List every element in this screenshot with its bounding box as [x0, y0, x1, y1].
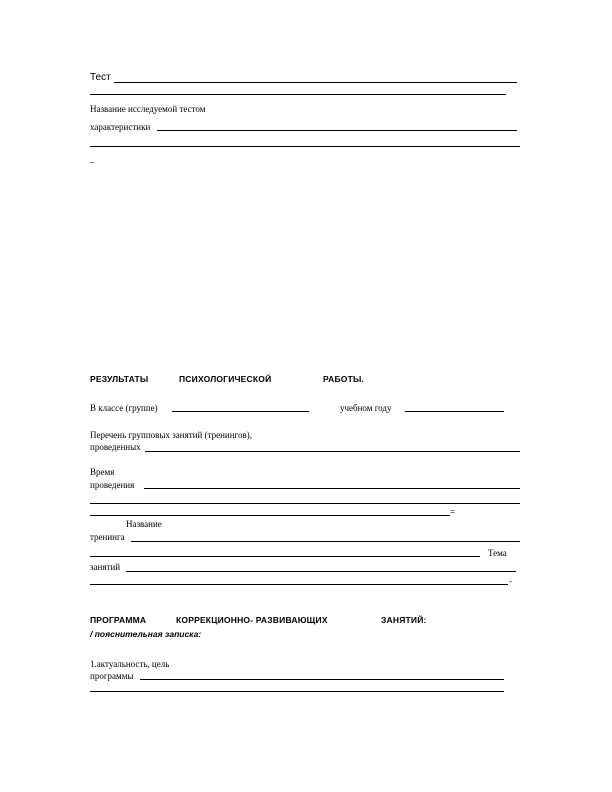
results-heading-part1: РЕЗУЛЬТАТЫ: [90, 374, 149, 384]
program-field-line-2: [90, 691, 504, 692]
characteristic-field-line: [157, 130, 517, 131]
training-field-line-2: [90, 556, 480, 557]
test-field-line-2: [90, 94, 506, 95]
class-field-line: [172, 411, 309, 412]
program-heading-part3: ЗАНЯТИЙ:: [381, 615, 427, 625]
program-heading-part2: КОРРЕКЦИОННО- РАЗВИВАЮЩИХ: [176, 615, 328, 625]
topic-field-line: [126, 571, 516, 572]
training-label-line1: Название: [126, 519, 162, 529]
topic-label-line2: занятий: [90, 562, 121, 572]
end-mark-2: -: [509, 576, 512, 586]
dash-mark: _: [90, 154, 95, 164]
program-subheading: / пояснительная записка:: [90, 629, 202, 639]
year-label: учебном году: [340, 403, 392, 413]
program-item-line2: программы: [90, 671, 134, 681]
test-field-line: [114, 82, 517, 83]
training-label-line2: тренинга: [90, 532, 125, 542]
results-heading-part3: РАБОТЫ.: [323, 374, 365, 384]
program-field-line: [140, 679, 504, 680]
topic-label: Тема: [488, 548, 507, 558]
list-label-line1: Перечень групповых занятий (тренингов),: [90, 430, 252, 440]
topic-field-line-2: [90, 584, 508, 585]
list-field-line: [145, 451, 520, 452]
results-heading-part2: ПСИХОЛОГИЧЕСКОЙ: [179, 374, 272, 384]
characteristic-field-line-2: [90, 146, 520, 147]
time-field-line: [144, 488, 520, 489]
characteristic-label-line1: Название исследуемой тестом: [90, 104, 206, 114]
test-label: Тест: [90, 72, 111, 83]
list-label-line2: проведенных: [90, 442, 141, 452]
class-label: В классе (группе): [90, 403, 158, 413]
program-heading-part1: ПРОГРАММА: [90, 615, 147, 625]
time-field-line-3: [90, 515, 450, 516]
time-label-line1: Время: [90, 467, 115, 477]
time-field-line-2: [90, 503, 520, 504]
time-label-line2: проведения: [90, 480, 135, 490]
training-field-line: [131, 541, 520, 542]
characteristic-label-line2: характеристики: [90, 122, 151, 132]
end-mark: =: [450, 507, 456, 517]
program-item-line1: 1.актуальность, цель: [90, 659, 170, 669]
year-field-line: [405, 411, 504, 412]
